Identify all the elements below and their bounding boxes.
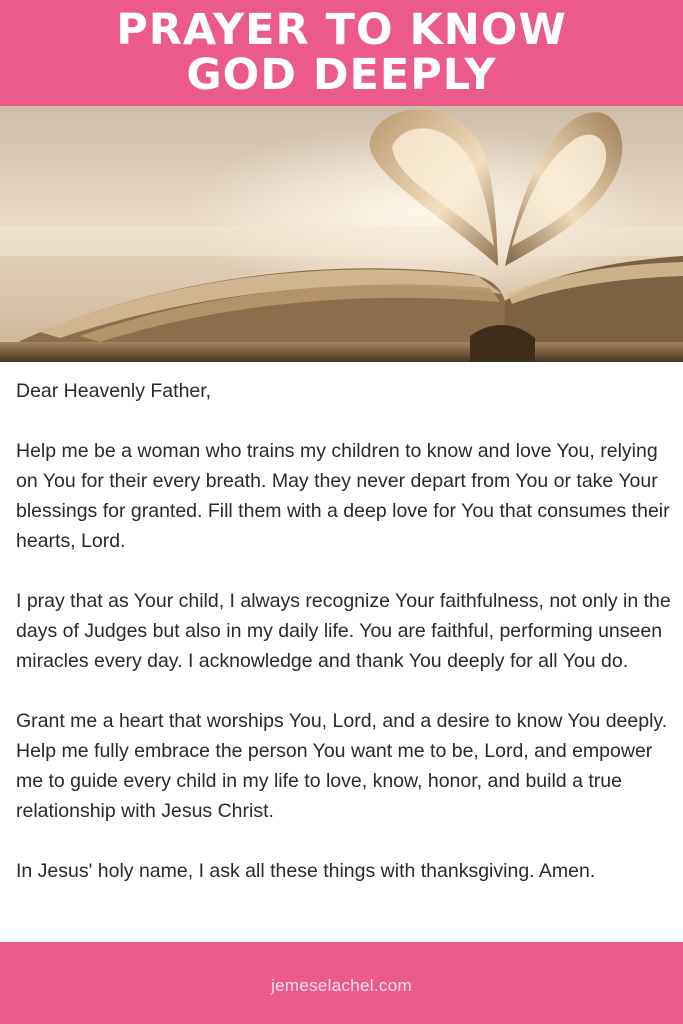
page-title-line-2: GOD DEEPLY bbox=[186, 50, 497, 100]
title-banner bbox=[0, 0, 683, 106]
prayer-paragraph-2: I pray that as Your child, I always recognize Your faithfulness, not only in the days of Judges but also in my daily life. You are faithful, performing unseen miracles every day. I acknowledge and thank You deeply for all You do. bbox=[16, 590, 671, 672]
page-title-line-1: PRAYER TO KNOW bbox=[116, 5, 567, 55]
prayer-closing: In Jesus' holy name, I ask all these things with thanksgiving. Amen. bbox=[16, 860, 596, 882]
prayer-paragraph-1: Help me be a woman who trains my children to know and love You, relying on You for their every breath. May they never depart from You or take Your blessings for granted. Fill them with a deep love for You that consumes their hearts, Lord. bbox=[16, 440, 670, 552]
prayer-greeting: Dear Heavenly Father, bbox=[16, 380, 212, 402]
book-heart-photo bbox=[0, 106, 683, 362]
website-link[interactable]: jemeselachel.com bbox=[271, 976, 412, 995]
prayer-text bbox=[16, 376, 671, 916]
footer-banner bbox=[0, 942, 683, 1024]
prayer-paragraph-3: Grant me a heart that worships You, Lord, and a desire to know You deeply. Help me fully embrace the person You want me to be, Lord, and empower me to guide every child in my life to love, know, honor, and build a true relationship with Jesus Christ. bbox=[16, 710, 668, 822]
